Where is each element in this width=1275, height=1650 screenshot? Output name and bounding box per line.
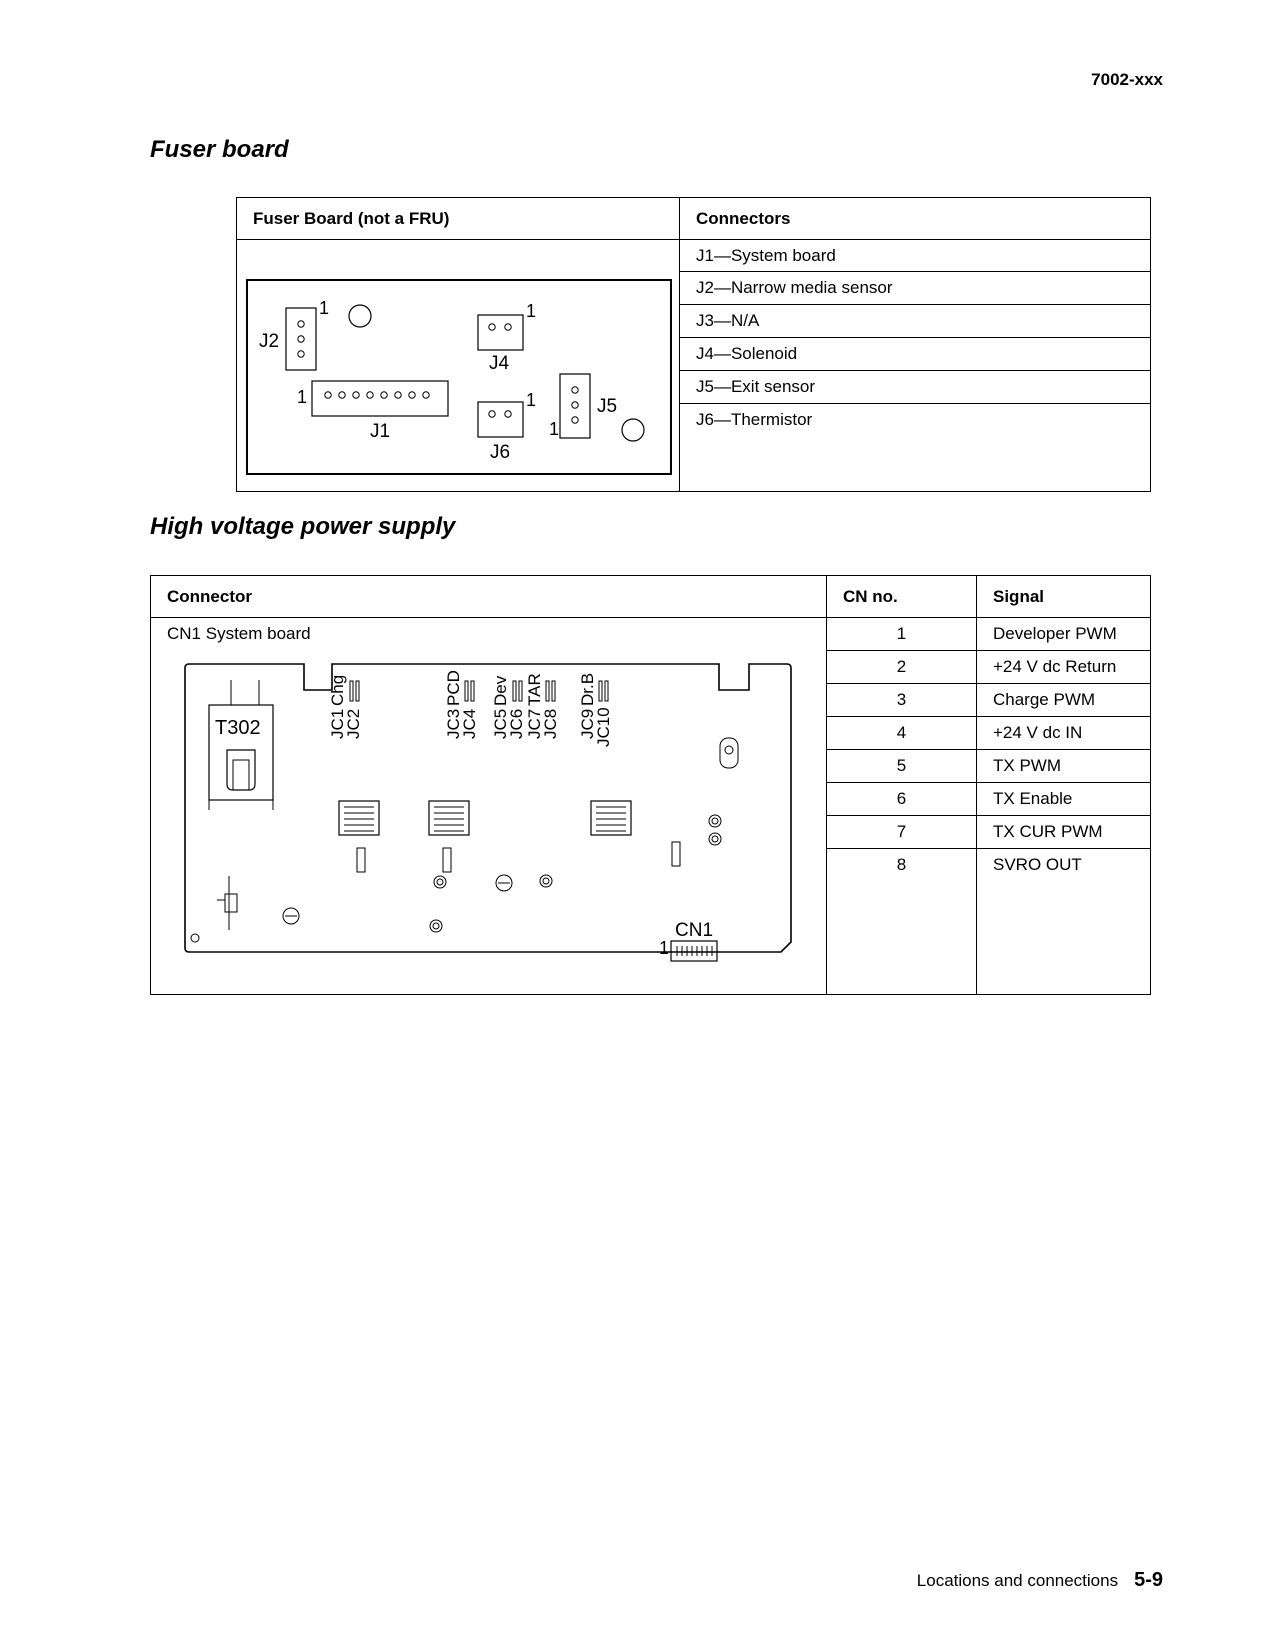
signal-name: SVRO OUT — [977, 849, 1151, 995]
side-component — [217, 876, 237, 930]
jc5-label: JC5 — [491, 708, 510, 739]
cn-number: 6 — [827, 783, 977, 816]
fuser-board-outline — [247, 280, 671, 474]
j6-pin1-label: 1 — [526, 390, 537, 410]
jc6-label: JC6 — [507, 708, 526, 739]
j1-connector — [312, 381, 448, 416]
drb-label: Dr.B — [578, 672, 597, 706]
hvps-table — [150, 575, 1151, 995]
fuser-connector-row: J4—Solenoid — [680, 338, 1151, 371]
j6-label: J6 — [490, 442, 511, 463]
footer-section-title: Locations and connections — [916, 1571, 1119, 1590]
cn1-pin1-label: 1 — [659, 938, 670, 958]
t302-label: T302 — [215, 717, 261, 739]
hvps-title: High voltage power supply — [150, 513, 456, 540]
pcd-label: PCD — [444, 670, 463, 706]
jc7-label: JC7 — [525, 708, 544, 739]
j5-connector — [560, 374, 590, 438]
j1-label: J1 — [370, 421, 391, 442]
fuser-col-header-board: Fuser Board (not a FRU) — [237, 198, 680, 240]
page-footer — [917, 1569, 1163, 1592]
j4-label: J4 — [489, 353, 510, 374]
thermistor-hole — [622, 419, 644, 441]
fuser-connector-row: J6—Thermistor — [680, 404, 1151, 492]
fuser-connector-row: J3—N/A — [680, 305, 1151, 338]
jc3-label: JC3 — [444, 708, 463, 739]
fuser-connector-row: J5—Exit sensor — [680, 371, 1151, 404]
signal-name: +24 V dc IN — [977, 717, 1151, 750]
j4-pin1-label: 1 — [526, 301, 537, 321]
j2-label: J2 — [259, 331, 280, 352]
cn-number: 4 — [827, 717, 977, 750]
j5-pin1-label: 1 — [549, 419, 560, 439]
j2-connector — [286, 308, 316, 370]
hvps-col-header-connector: Connector — [151, 576, 827, 618]
hvps-col-header-cn: CN no. — [827, 576, 977, 618]
cn-number: 2 — [827, 651, 977, 684]
fuser-board-title: Fuser board — [150, 136, 289, 163]
spring-contact — [429, 801, 469, 835]
signal-name: TX Enable — [977, 783, 1151, 816]
mounting-hole — [349, 305, 371, 327]
hvps-col-header-signal: Signal — [977, 576, 1151, 618]
fuser-board-table — [236, 197, 1151, 492]
jc8-label: JC8 — [541, 708, 560, 739]
j6-connector — [478, 402, 523, 437]
fuser-board-diagram-cell — [237, 240, 680, 492]
hvps-board-diagram — [151, 644, 827, 974]
chg-label: Chg — [328, 674, 347, 706]
document-id: 7002-xxx — [1091, 70, 1163, 89]
page-number: 5-9 — [1134, 1569, 1163, 1591]
jc4-label: JC4 — [460, 708, 479, 739]
hvps-board-outline — [185, 664, 791, 952]
fuser-board-diagram — [237, 240, 680, 490]
tar-label: TAR — [525, 673, 544, 706]
signal-name: Developer PWM — [977, 618, 1151, 651]
signal-name: +24 V dc Return — [977, 651, 1151, 684]
signal-name: Charge PWM — [977, 684, 1151, 717]
fuser-col-header-connectors: Connectors — [680, 198, 1151, 240]
j1-pin1-label: 1 — [297, 387, 308, 407]
cn-number: 7 — [827, 816, 977, 849]
jc2-label: JC2 — [344, 708, 363, 739]
signal-name: TX CUR PWM — [977, 816, 1151, 849]
jc9-label: JC9 — [578, 708, 597, 739]
dev-label: Dev — [491, 675, 510, 706]
jc1-label: JC1 — [328, 708, 347, 739]
fuser-connector-row: J2—Narrow media sensor — [680, 272, 1151, 305]
j4-connector — [478, 315, 523, 350]
cn-number: 1 — [827, 618, 977, 651]
cn-number: 5 — [827, 750, 977, 783]
signal-name: TX PWM — [977, 750, 1151, 783]
j5-label: J5 — [597, 396, 618, 417]
spring-contact — [339, 801, 379, 835]
jc10-label: JC10 — [594, 707, 613, 747]
cn-number: 3 — [827, 684, 977, 717]
cn1-caption: CN1 System board — [167, 624, 311, 643]
cn1-connector — [671, 941, 717, 961]
j2-pin1-label: 1 — [319, 298, 330, 318]
cn-number: 8 — [827, 849, 977, 995]
spring-contact — [591, 801, 631, 835]
t302-transformer — [209, 680, 273, 810]
fuser-connector-row: J1—System board — [680, 240, 1151, 272]
cn1-label: CN1 — [675, 920, 714, 941]
hvps-diagram-cell — [151, 618, 827, 995]
